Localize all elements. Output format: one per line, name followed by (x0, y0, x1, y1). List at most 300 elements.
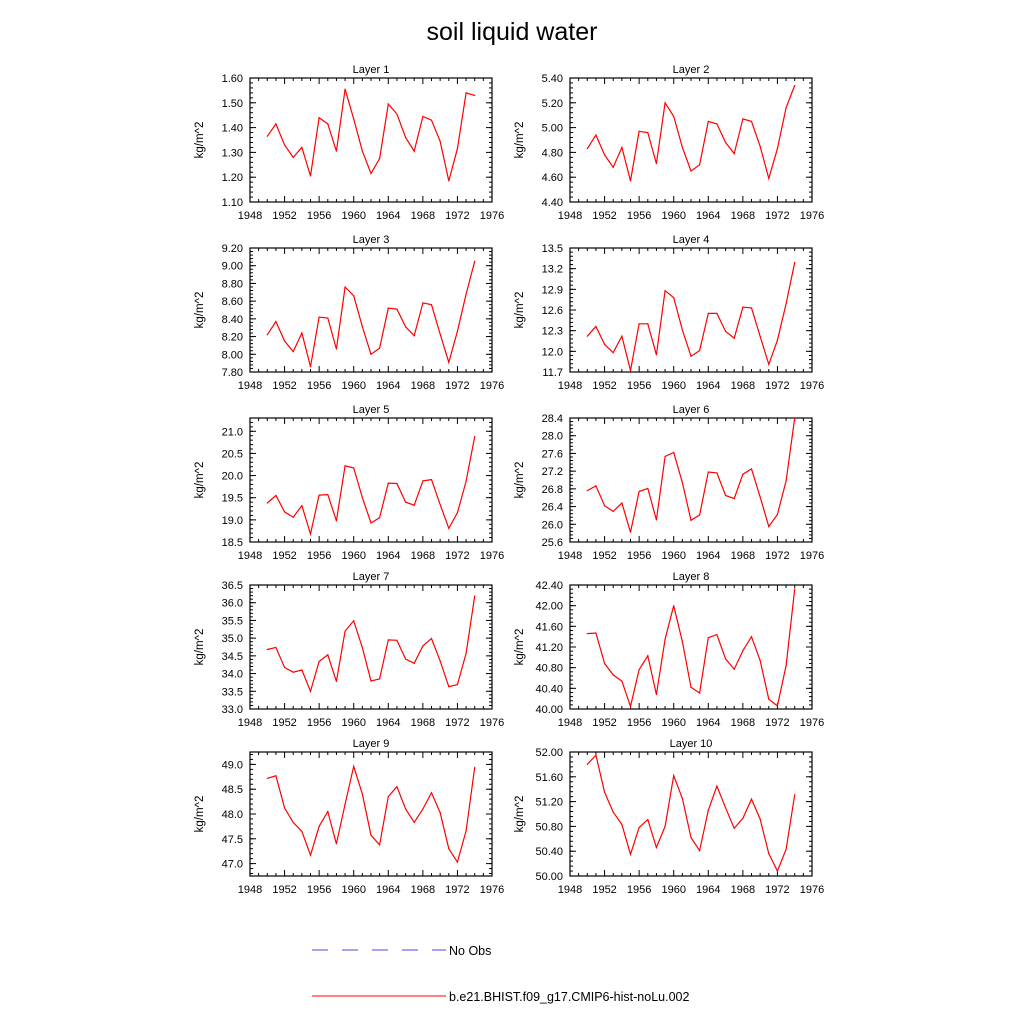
data-point (595, 632, 596, 633)
data-point (474, 436, 475, 437)
series-line-model (587, 589, 794, 706)
y-axis-label: kg/m^2 (514, 291, 526, 329)
data-point (760, 818, 761, 819)
x-tick-label: 1968 (410, 884, 436, 896)
y-tick-label: 42.00 (535, 600, 563, 613)
series-line-model (587, 418, 794, 532)
y-tick-label: 41.60 (535, 621, 563, 634)
data-point (699, 350, 700, 351)
y-tick-label: 48.0 (221, 809, 243, 821)
data-point (734, 498, 735, 499)
y-tick-label: 1.30 (221, 147, 243, 160)
x-tick-label: 1964 (376, 380, 401, 392)
data-point (301, 505, 302, 506)
data-point (388, 639, 389, 640)
x-tick-label: 1972 (445, 550, 470, 562)
panels-grid (194, 64, 824, 896)
data-point (639, 131, 640, 132)
data-point (310, 366, 311, 367)
data-point (431, 304, 432, 305)
y-tick-label: 35.5 (221, 615, 243, 628)
y-tick-label: 27.2 (541, 466, 563, 479)
data-point (768, 364, 769, 365)
data-point (630, 532, 631, 533)
x-tick-label: 1948 (237, 717, 263, 729)
data-point (595, 134, 596, 135)
data-point (457, 512, 458, 513)
data-point (604, 663, 605, 664)
data-point (362, 497, 363, 498)
x-tick-label: 1952 (592, 210, 617, 222)
x-tick-label: 1960 (661, 550, 686, 562)
data-point (639, 827, 640, 828)
data-point (396, 786, 397, 787)
x-tick-label: 1956 (306, 210, 332, 222)
data-point (267, 334, 268, 335)
y-tick-label: 51.60 (535, 771, 563, 784)
data-point (785, 849, 786, 850)
data-point (344, 89, 345, 90)
data-point (647, 655, 648, 656)
data-point (725, 658, 726, 659)
y-tick-label: 49.0 (221, 759, 243, 772)
data-point (604, 505, 605, 506)
x-tick-label: 1948 (557, 380, 583, 392)
plot-frame (250, 585, 492, 709)
y-tick-label: 19.0 (221, 514, 243, 527)
y-tick-label: 20.5 (221, 448, 243, 461)
data-point (457, 862, 458, 863)
x-tick-label: 1968 (730, 550, 756, 562)
data-point (785, 665, 786, 666)
data-point (362, 647, 363, 648)
x-tick-label: 1968 (410, 380, 436, 392)
data-point (284, 667, 285, 668)
panel-layer-4 (514, 234, 824, 392)
data-point (716, 472, 717, 473)
x-tick-label: 1960 (661, 884, 686, 896)
data-point (794, 85, 795, 86)
data-point (440, 812, 441, 813)
data-point (613, 167, 614, 168)
data-point (301, 332, 302, 333)
data-point (794, 794, 795, 795)
data-point (388, 308, 389, 309)
x-tick-label: 1964 (376, 210, 401, 222)
series-line-model (587, 755, 794, 871)
data-point (604, 792, 605, 793)
y-tick-label: 52.00 (535, 747, 563, 759)
data-point (379, 158, 380, 159)
panel-title: Layer 6 (672, 404, 710, 416)
x-tick-label: 1964 (696, 380, 721, 392)
data-point (742, 650, 743, 651)
data-point (708, 121, 709, 122)
data-point (647, 488, 648, 489)
data-point (742, 474, 743, 475)
data-point (310, 175, 311, 176)
x-tick-label: 1972 (765, 717, 790, 729)
data-point (630, 180, 631, 181)
legend (312, 944, 689, 1004)
data-point (725, 495, 726, 496)
x-tick-label: 1952 (272, 884, 297, 896)
data-point (293, 517, 294, 518)
panel-title: Layer 1 (352, 64, 390, 76)
data-point (344, 803, 345, 804)
y-axis-label: kg/m^2 (514, 121, 526, 159)
data-point (699, 850, 700, 851)
data-point (785, 303, 786, 304)
data-point (708, 637, 709, 638)
y-tick-label: 5.20 (541, 97, 563, 110)
data-point (708, 313, 709, 314)
y-tick-label: 4.40 (541, 197, 563, 209)
data-point (327, 317, 328, 318)
data-point (448, 180, 449, 181)
x-tick-label: 1960 (661, 210, 686, 222)
data-point (785, 107, 786, 108)
x-tick-label: 1952 (272, 550, 297, 562)
y-tick-label: 40.00 (535, 704, 563, 716)
x-tick-label: 1952 (592, 884, 617, 896)
panel-title: Layer 4 (672, 234, 710, 246)
plot-frame (570, 248, 812, 372)
data-point (301, 669, 302, 670)
data-point (362, 794, 363, 795)
data-point (690, 170, 691, 171)
x-tick-label: 1972 (445, 884, 470, 896)
data-point (388, 483, 389, 484)
y-tick-label: 13.2 (541, 263, 563, 276)
data-point (647, 819, 648, 820)
y-tick-label: 13.5 (541, 243, 563, 255)
x-tick-label: 1952 (592, 717, 617, 729)
data-point (673, 775, 674, 776)
data-point (465, 830, 466, 831)
y-tick-label: 34.0 (221, 668, 243, 681)
x-tick-label: 1956 (306, 884, 332, 896)
plot-frame (250, 78, 492, 202)
x-tick-label: 1976 (479, 210, 505, 222)
data-point (336, 348, 337, 349)
x-tick-label: 1968 (410, 550, 436, 562)
data-point (327, 123, 328, 124)
data-point (344, 465, 345, 466)
data-point (465, 653, 466, 654)
data-point (370, 354, 371, 355)
y-tick-label: 47.0 (221, 858, 243, 871)
data-point (751, 799, 752, 800)
data-point (275, 647, 276, 648)
x-tick-label: 1976 (799, 884, 825, 896)
data-point (734, 338, 735, 339)
x-tick-label: 1948 (557, 884, 583, 896)
data-point (370, 522, 371, 523)
x-tick-label: 1968 (730, 884, 756, 896)
data-point (379, 844, 380, 845)
y-tick-label: 8.60 (221, 296, 243, 309)
y-tick-label: 8.20 (221, 331, 243, 344)
panel-layer-6 (514, 404, 824, 562)
x-tick-label: 1956 (626, 884, 652, 896)
x-tick-label: 1976 (799, 717, 825, 729)
x-tick-label: 1956 (626, 380, 652, 392)
data-point (474, 767, 475, 768)
y-tick-label: 1.50 (221, 97, 243, 110)
x-tick-label: 1968 (730, 380, 756, 392)
data-point (682, 482, 683, 483)
data-point (621, 681, 622, 682)
y-tick-label: 5.00 (541, 122, 563, 135)
x-tick-label: 1964 (376, 550, 401, 562)
data-point (587, 764, 588, 765)
x-tick-label: 1952 (272, 210, 297, 222)
data-point (396, 640, 397, 641)
x-tick-label: 1972 (765, 884, 790, 896)
data-point (716, 786, 717, 787)
x-tick-label: 1948 (557, 210, 583, 222)
data-point (284, 511, 285, 512)
series-line-model (587, 85, 794, 180)
data-point (794, 262, 795, 263)
panel-title: Layer 7 (352, 571, 390, 583)
data-point (742, 818, 743, 819)
data-point (604, 344, 605, 345)
data-point (310, 855, 311, 856)
data-point (457, 684, 458, 685)
data-point (664, 826, 665, 827)
data-point (405, 808, 406, 809)
panel-title: Layer 9 (352, 738, 390, 750)
data-point (301, 147, 302, 148)
data-point (630, 854, 631, 855)
data-point (405, 326, 406, 327)
panel-layer-1 (194, 64, 504, 222)
panel-layer-7 (194, 571, 504, 729)
data-point (267, 778, 268, 779)
x-tick-label: 1952 (272, 717, 297, 729)
data-point (785, 480, 786, 481)
data-point (440, 660, 441, 661)
data-point (742, 118, 743, 119)
data-point (440, 504, 441, 505)
data-point (414, 663, 415, 664)
data-point (768, 178, 769, 179)
y-tick-label: 41.20 (535, 642, 563, 654)
data-point (474, 595, 475, 596)
data-point (760, 496, 761, 497)
data-point (656, 847, 657, 848)
x-tick-label: 1976 (479, 717, 505, 729)
x-tick-label: 1964 (696, 884, 721, 896)
data-point (310, 533, 311, 534)
legend-label-no-obs: No Obs (449, 944, 492, 958)
data-point (716, 123, 717, 124)
data-point (293, 672, 294, 673)
data-point (751, 468, 752, 469)
data-point (673, 452, 674, 453)
data-point (353, 295, 354, 296)
y-axis-label: kg/m^2 (194, 121, 206, 159)
data-point (301, 831, 302, 832)
y-tick-label: 11.7 (542, 367, 563, 379)
data-point (319, 117, 320, 118)
data-point (639, 323, 640, 324)
data-point (293, 822, 294, 823)
y-axis-label: kg/m^2 (514, 461, 526, 499)
data-point (370, 835, 371, 836)
y-tick-label: 34.5 (221, 650, 243, 663)
x-tick-label: 1972 (445, 380, 470, 392)
data-point (267, 502, 268, 503)
x-tick-label: 1956 (306, 717, 332, 729)
x-tick-label: 1972 (765, 210, 790, 222)
series-line-model (267, 766, 474, 862)
data-point (595, 485, 596, 486)
data-point (613, 511, 614, 512)
data-point (664, 102, 665, 103)
y-tick-label: 12.0 (541, 346, 563, 359)
y-tick-label: 8.40 (221, 313, 243, 326)
data-point (760, 336, 761, 337)
data-point (284, 340, 285, 341)
data-point (777, 514, 778, 515)
data-point (630, 706, 631, 707)
data-point (708, 471, 709, 472)
data-point (682, 147, 683, 148)
data-point (656, 519, 657, 520)
data-point (353, 766, 354, 767)
y-tick-label: 1.40 (221, 122, 243, 135)
data-point (319, 316, 320, 317)
data-point (751, 307, 752, 308)
panel-title: Layer 10 (669, 738, 713, 750)
data-point (673, 116, 674, 117)
data-point (621, 336, 622, 337)
x-tick-label: 1968 (730, 210, 756, 222)
y-tick-label: 47.5 (221, 833, 243, 846)
x-tick-label: 1948 (237, 884, 263, 896)
panel-layer-10 (514, 738, 824, 896)
y-tick-label: 40.80 (535, 662, 563, 675)
y-axis-label: kg/m^2 (514, 628, 526, 666)
x-tick-label: 1948 (237, 550, 263, 562)
data-point (293, 157, 294, 158)
data-point (587, 148, 588, 149)
data-point (293, 351, 294, 352)
x-tick-label: 1948 (557, 550, 583, 562)
data-point (379, 678, 380, 679)
data-point (604, 154, 605, 155)
data-point (431, 792, 432, 793)
y-tick-label: 9.00 (221, 260, 243, 273)
data-point (327, 654, 328, 655)
x-tick-label: 1948 (557, 717, 583, 729)
series-line-model (267, 89, 474, 181)
x-tick-label: 1960 (341, 884, 366, 896)
data-point (656, 694, 657, 695)
data-point (370, 680, 371, 681)
data-point (275, 321, 276, 322)
series-line-model (267, 437, 474, 534)
y-tick-label: 18.5 (221, 537, 243, 549)
x-tick-label: 1952 (592, 550, 617, 562)
series-line-model (587, 263, 794, 371)
x-tick-label: 1964 (696, 717, 721, 729)
x-tick-label: 1976 (799, 210, 825, 222)
y-tick-label: 42.40 (535, 580, 563, 592)
y-tick-label: 5.40 (541, 73, 563, 85)
data-point (647, 323, 648, 324)
y-tick-label: 40.40 (535, 683, 563, 696)
x-tick-label: 1972 (445, 210, 470, 222)
panel-layer-5 (194, 404, 504, 562)
data-point (716, 634, 717, 635)
y-tick-label: 9.20 (221, 243, 243, 255)
data-point (284, 144, 285, 145)
x-tick-label: 1952 (272, 380, 297, 392)
data-point (327, 811, 328, 812)
data-point (690, 356, 691, 357)
y-tick-label: 21.0 (221, 426, 243, 439)
data-point (664, 290, 665, 291)
y-tick-label: 36.0 (221, 597, 243, 610)
x-tick-label: 1964 (696, 210, 721, 222)
data-point (682, 641, 683, 642)
y-tick-label: 50.00 (535, 871, 563, 883)
panel-layer-8 (514, 571, 824, 729)
data-point (613, 812, 614, 813)
data-point (621, 824, 622, 825)
x-tick-label: 1960 (341, 550, 366, 562)
data-point (664, 639, 665, 640)
y-tick-label: 7.80 (221, 367, 243, 379)
data-point (448, 686, 449, 687)
data-point (431, 479, 432, 480)
x-tick-label: 1956 (626, 717, 652, 729)
data-point (716, 313, 717, 314)
data-point (656, 163, 657, 164)
data-point (422, 808, 423, 809)
data-point (388, 103, 389, 104)
y-tick-label: 25.6 (541, 537, 563, 549)
y-tick-label: 28.4 (541, 413, 563, 425)
data-point (353, 118, 354, 119)
data-point (690, 837, 691, 838)
data-point (327, 494, 328, 495)
data-point (690, 520, 691, 521)
data-point (431, 120, 432, 121)
y-axis-label: kg/m^2 (194, 795, 206, 833)
data-point (448, 528, 449, 529)
panel-title: Layer 5 (352, 404, 390, 416)
x-tick-label: 1964 (376, 884, 401, 896)
x-tick-label: 1956 (306, 550, 332, 562)
data-point (656, 354, 657, 355)
y-tick-label: 48.5 (221, 784, 243, 797)
data-point (284, 807, 285, 808)
data-point (267, 649, 268, 650)
data-point (474, 261, 475, 262)
panel-title: Layer 8 (672, 571, 710, 583)
data-point (465, 293, 466, 294)
series-line-model (267, 261, 474, 366)
x-tick-label: 1948 (237, 210, 263, 222)
x-tick-label: 1968 (730, 717, 756, 729)
data-point (370, 173, 371, 174)
y-tick-label: 1.20 (221, 172, 243, 185)
